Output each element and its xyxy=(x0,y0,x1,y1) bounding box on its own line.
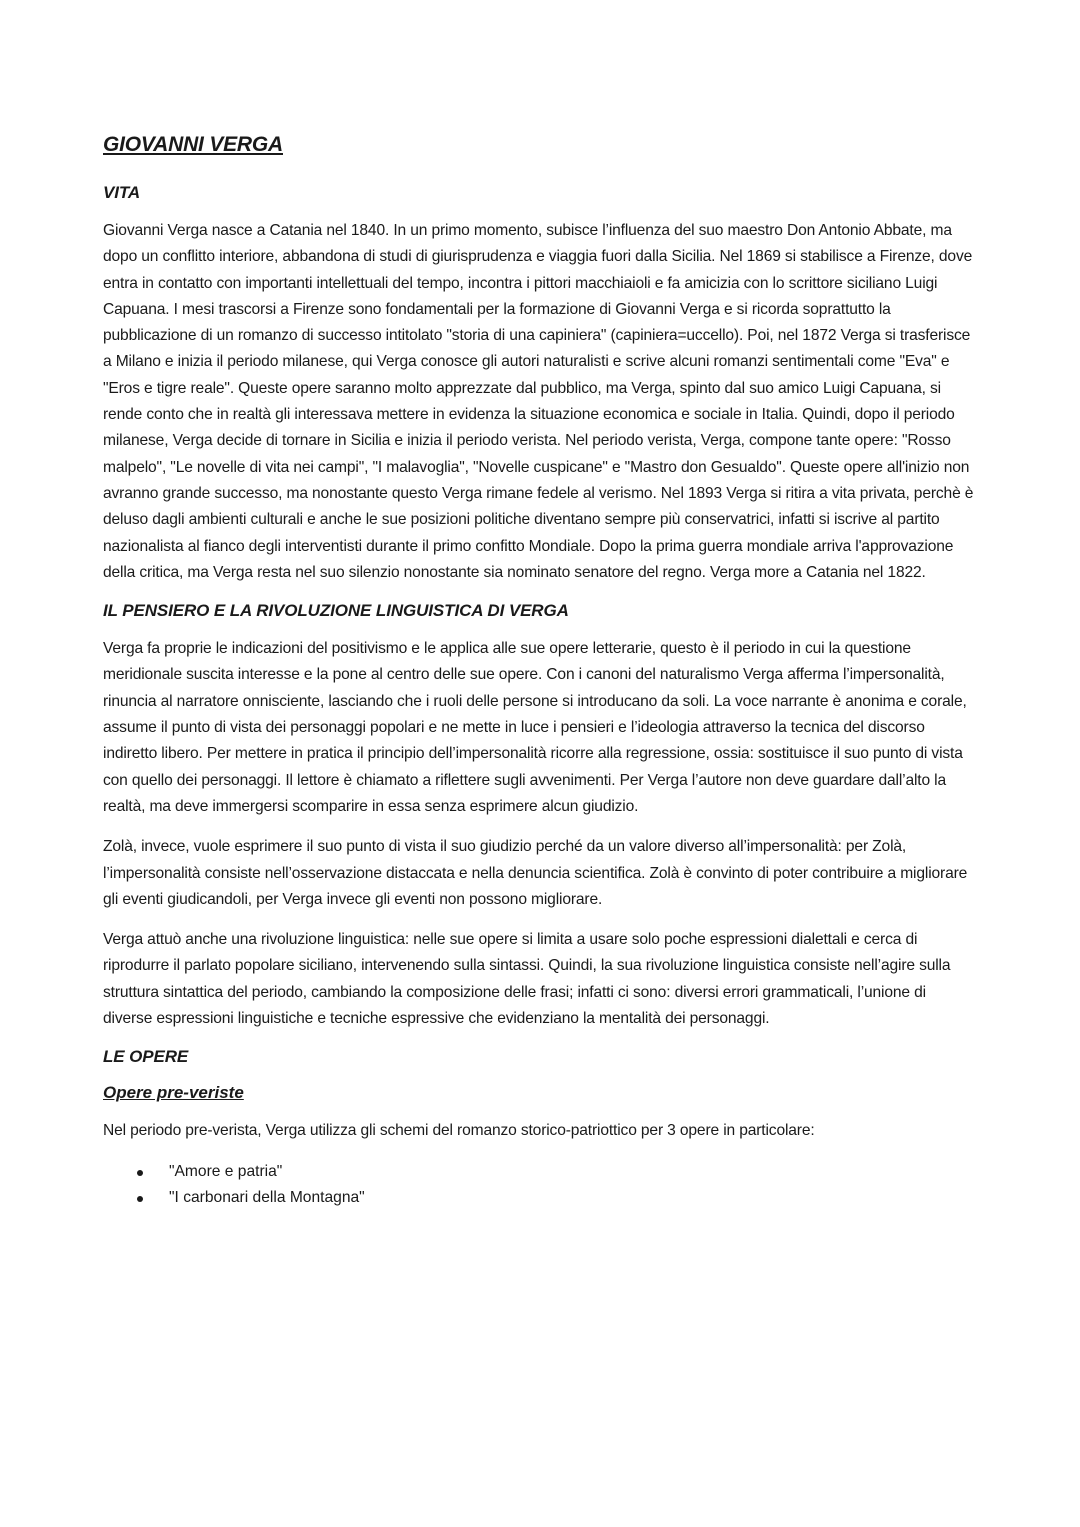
section-heading-vita: VITA xyxy=(103,183,141,202)
list-item-text: "I carbonari della Montagna" xyxy=(169,1188,365,1206)
paragraph-pensiero-3: Verga attuò anche una rivoluzione linguistica: nelle sue opere si limita a usare solo poche espressioni dialettali e cerca di riprodurre il parlato popolare siciliano, intervenendo sulla sintassi. Quindi, la sua rivoluzione linguistica consiste nell’agire sulla struttura sintattica del periodo, cambiando la composizione delle frasi; infatti ci sono: diversi errori grammaticali, l’unione di diverse espressioni linguistiche e tecniche espressive che evidenziano la mentalità dei personaggi. xyxy=(103,931,951,1028)
list-item xyxy=(169,1185,979,1211)
opere-list xyxy=(103,1159,979,1211)
paragraph-pensiero-2: Zolà, invece, vuole esprimere il suo punto di vista il suo giudizio perché da un valore diverso all’impersonalità: per Zolà, l’impersonalità consiste nell’osservazione distaccata e nella denuncia scientifica. Zolà è convinto di poter contribuire a migliorare gli eventi giudicandoli, per Verga invece gli eventi non possono migliorare. xyxy=(103,838,968,908)
list-item xyxy=(169,1159,979,1185)
document-title: GIOVANNI VERGA xyxy=(103,133,283,156)
paragraph-pensiero-1: Verga fa proprie le indicazioni del positivismo e le applica alle sue opere letterarie, questo è il periodo in cui la questione meridionale suscita interesse e la pone al centro delle sue opere. Con i canoni del naturalismo Verga afferma l’impersonalità, rinuncia al narratore onnisciente, lasciando che i ruoli delle persone si introducano da soli. La voce narrante è anonima e corale, assume il punto di vista dei personaggi popolari e ne mette in luce i pensieri e l’ideologia attraverso la tecnica del discorso indiretto libero. Per mettere in pratica il principio dell’impersonalità ricorre alla regressione, ossia: sostituisce il suo punto di vista con quello dei personaggi. Il lettore è chiamato a riflettere sugli avvenimenti. Per Verga l’autore non deve guardare dall’alto la realtà, ma deve immergersi scomparire in essa senza esprimere alcun giudizio. xyxy=(103,640,967,815)
paragraph-opere: Nel periodo pre-verista, Verga utilizza gli schemi del romanzo storico-patriottico per 3 opere in particolare: xyxy=(103,1122,815,1140)
list-item-text: "Amore e patria" xyxy=(169,1162,283,1180)
paragraph-vita: Giovanni Verga nasce a Catania nel 1840. In un primo momento, subisce l’influenza del suo maestro Don Antonio Abbate, ma dopo un conflitto interiore, abbandona di studi di giurisprudenza e viaggia fuori dalla Sicilia. Nel 1869 si stabilisce a Firenze, dove entra in contatto con importanti intellettuali del tempo, incontra i pittori macchiaioli e fa amicizia con lo scrittore siciliano Luigi Capuana. I mesi trascorsi a Firenze sono fondamentali per la formazione di Giovanni Verga e si ricorda soprattutto la pubblicazione di un romanzo di successo intitolato "storia di una capiniera" (capiniera=uccello). Poi, nel 1872 Verga si trasferisce a Milano e inizia il periodo milanese, qui Verga conosce gli autori naturalisti e scrive alcuni romanzi sentimentali come "Eva" e "Eros e tigre reale". Queste opere saranno molto apprezzate dal pubblico, ma Verga, spinto dal suo amico Luigi Capuana, si rende conto che in realtà gli interessava mettere in evidenza la situazione economica e sociale in Italia. Quindi, dopo il periodo milanese, Verga decide di tornare in Sicilia e inizia il periodo verista. Nel periodo verista, Verga, compone tante opere: "Rosso malpelo", "Le novelle di vita nei campi", "I malavoglia", "Novelle cuspicane" e "Mastro don Gesualdo". Queste opere all'inizio non avranno grande successo, ma nonostante questo Verga rimane fedele al verismo. Nel 1893 Verga si ritira a vita privata, perchè è deluso dagli ambienti culturali e anche le sue posizioni politiche diventano sempre più conservatrici, infatti si iscrive al partito nazionalista al fianco degli interventisti durante il primo confitto Mondiale. Dopo la prima guerra mondiale arriva l'approvazione della critica, ma Verga resta nel suo silenzio nonostante sia nominato senatore del regno. Verga more a Catania nel 1822. xyxy=(103,222,974,581)
section-heading-opere: LE OPERE xyxy=(103,1047,189,1067)
document-content xyxy=(103,128,979,1211)
bullet-icon xyxy=(137,1196,143,1202)
section-heading-pensiero: IL PENSIERO E LA RIVOLUZIONE LINGUISTICA DI VERGA xyxy=(103,601,569,621)
bullet-icon xyxy=(137,1170,143,1176)
subheading-opere-pre-veriste: Opere pre-veriste xyxy=(103,1083,244,1103)
